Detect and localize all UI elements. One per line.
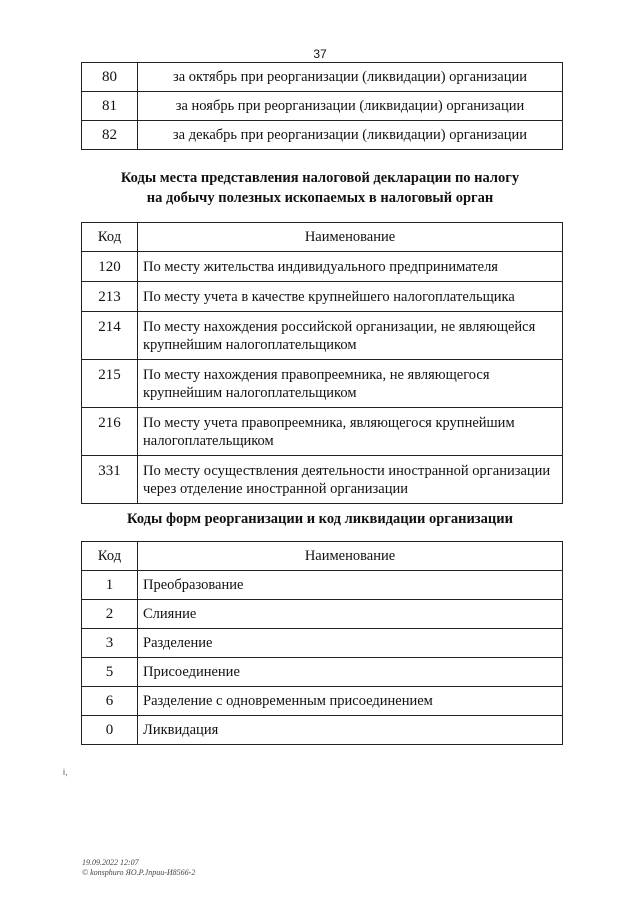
row-code: 80 bbox=[82, 63, 138, 92]
row-code: 120 bbox=[82, 252, 138, 282]
column-header-code: Код bbox=[82, 223, 138, 252]
document-footer bbox=[82, 858, 195, 878]
row-code: 81 bbox=[82, 92, 138, 121]
row-name: По месту нахождения правопреемника, не являющегося крупнейшим налогоплательщиком bbox=[138, 360, 563, 408]
table-row bbox=[82, 252, 563, 282]
row-name: Присоединение bbox=[138, 658, 563, 687]
row-code: 2 bbox=[82, 600, 138, 629]
table-row bbox=[82, 121, 563, 150]
row-name: Преобразование bbox=[138, 571, 563, 600]
table-row bbox=[82, 456, 563, 504]
column-header-name: Наименование bbox=[138, 542, 563, 571]
row-name: за октябрь при реорганизации (ликвидации) организации bbox=[138, 63, 563, 92]
row-name: за декабрь при реорганизации (ликвидации) организации bbox=[138, 121, 563, 150]
table-row bbox=[82, 282, 563, 312]
table-row bbox=[82, 63, 563, 92]
row-code: 216 bbox=[82, 408, 138, 456]
row-name: Разделение bbox=[138, 629, 563, 658]
row-name: Слияние bbox=[138, 600, 563, 629]
table-row bbox=[82, 600, 563, 629]
row-name: Разделение с одновременным присоединением bbox=[138, 687, 563, 716]
table-row bbox=[82, 658, 563, 687]
reorg-codes-table bbox=[81, 541, 563, 745]
footer-source: © konsphuro ЯО.Р.Jnpuи-И8566-2 bbox=[82, 868, 196, 877]
footer-timestamp: 19.09.2022 12:07 bbox=[82, 858, 139, 867]
table-header-row bbox=[82, 542, 563, 571]
table-row bbox=[82, 312, 563, 360]
table-row bbox=[82, 716, 563, 745]
row-code: 5 bbox=[82, 658, 138, 687]
row-name: По месту осуществления деятельности иностранной организации через отделение иностранной организации bbox=[138, 456, 563, 504]
section-heading-reorg: Коды форм реорганизации и код ликвидации организации bbox=[127, 511, 513, 527]
table-row bbox=[82, 360, 563, 408]
table-row bbox=[82, 629, 563, 658]
page-number: 37 bbox=[313, 47, 327, 61]
row-name: По месту учета правопреемника, являющегося крупнейшим налогоплательщиком bbox=[138, 408, 563, 456]
row-name: По месту жительства индивидуального предпринимателя bbox=[138, 252, 563, 282]
row-code: 0 bbox=[82, 716, 138, 745]
place-codes-table bbox=[81, 222, 563, 504]
section-heading-place bbox=[0, 168, 640, 208]
row-name: По месту учета в качестве крупнейшего налогоплательщика bbox=[138, 282, 563, 312]
table-row bbox=[82, 571, 563, 600]
row-code: 3 bbox=[82, 629, 138, 658]
row-code: 331 bbox=[82, 456, 138, 504]
column-header-code: Код bbox=[82, 542, 138, 571]
row-code: 6 bbox=[82, 687, 138, 716]
table-row bbox=[82, 687, 563, 716]
row-code: 1 bbox=[82, 571, 138, 600]
month-codes-table bbox=[81, 62, 563, 150]
row-code: 213 bbox=[82, 282, 138, 312]
column-header-name: Наименование bbox=[138, 223, 563, 252]
section-heading-line: на добычу полезных ископаемых в налоговый орган bbox=[146, 190, 494, 206]
table-header-row bbox=[82, 223, 563, 252]
row-code: 214 bbox=[82, 312, 138, 360]
section-heading-line: Коды места представления налоговой декларации по налогу bbox=[120, 170, 520, 186]
table-row bbox=[82, 92, 563, 121]
row-name: Ликвидация bbox=[138, 716, 563, 745]
row-name: за ноябрь при реорганизации (ликвидации) организации bbox=[138, 92, 563, 121]
table-row bbox=[82, 408, 563, 456]
row-code: 82 bbox=[82, 121, 138, 150]
row-name: По месту нахождения российской организации, не являющейся крупнейшим налогоплательщиком bbox=[138, 312, 563, 360]
margin-mark: i, bbox=[63, 767, 68, 777]
row-code: 215 bbox=[82, 360, 138, 408]
